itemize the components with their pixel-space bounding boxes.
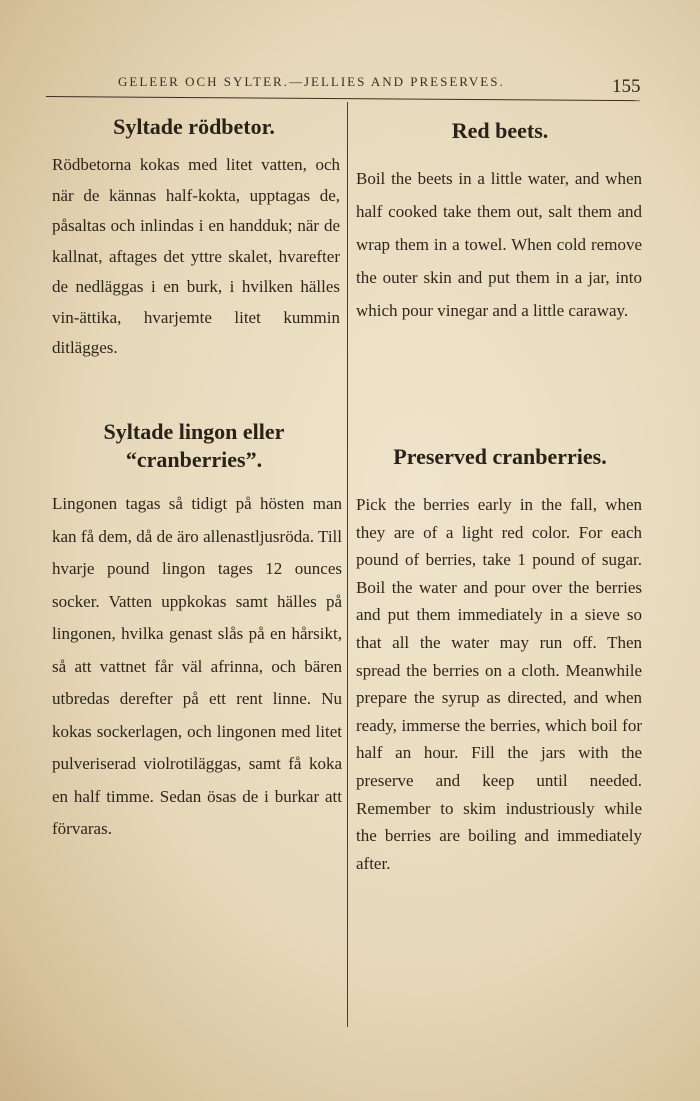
section-body-red-beets: Boil the beets in a little water, and when half cooked take them out, salt them and wrap them in a towel. When cold remove the outer skin and put them in a jar, into which pour vinegar and a little caraway. — [356, 169, 642, 320]
section-body-syltade-lingon: Lingonen tagas så tidigt på hösten man kan få dem, då de äro allenastljusröda. Till hvarje pound lingon tages 12 ounces socker. Vatten uppkokas samt hälles på lingonen, hvilka genast slås på en hårsikt, så att vattnet får väl afrinna, och bären utbredas derefter på ett rent linne. Nu kokas sockerlagen, och lingonen med litet pulveriserad violrotiläggas, samt få koka en half timme. Sedan ösas de i burkar att förvaras. — [52, 494, 342, 838]
section-title-red-beets: Red beets. — [451, 118, 549, 143]
section-body-preserved-cranberries: Pick the berries early in the fall, when they are of a light red color. For each pound of berries, take 1 pound of sugar. Boil the water and pour over the berries and put them immediately in a sieve so that all the water may run off. Then spread the berries on a cloth. Meanwhile prepare the syrup as directed, and when ready, immerse the berries, which boil for half an hour. Fill the jars with the preserve and keep until needed. Remember to skim industriously while the berries are boiling and immediately after. — [356, 495, 642, 873]
section-title-preserved-cranberries: Preserved cranberries. — [393, 444, 607, 469]
section-body-syltade-rodbetor: Rödbetorna kokas med litet vatten, och när de kännas half-kokta, upptagas de, påsaltas och inlindas i en handduk; när de kallnat, aftages det yttre skalet, hvarefter de nedläggas i en burk, i hvilken hälles vin-ättika, hvarjemte litet kummin ditlägges. — [52, 155, 340, 357]
column-divider — [347, 102, 348, 1027]
section-title-syltade-rodbetor: Syltade rödbetor. — [113, 114, 275, 139]
section-title-syltade-lingon: Syltade lingon eller “cranberries”. — [103, 419, 285, 472]
page-number: 155 — [612, 76, 641, 97]
header-rule — [46, 96, 640, 101]
running-head: GELEER OCH SYLTER.—JELLIES AND PRESERVES. — [118, 74, 505, 89]
